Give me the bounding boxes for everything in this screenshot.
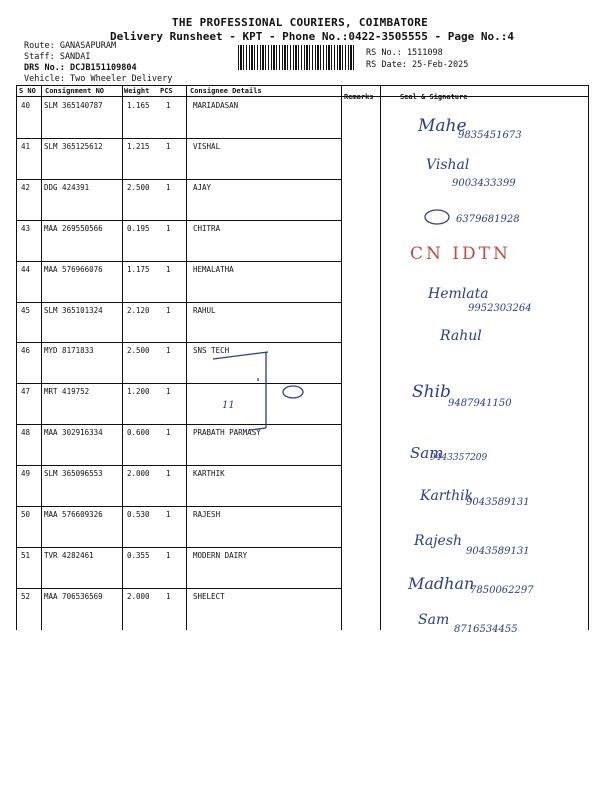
hw-signature: Sam	[418, 612, 450, 628]
cell-weight: 0.195	[127, 223, 150, 233]
col-header-pcs: PCS	[160, 87, 173, 95]
hw-remark: CN IDTN	[410, 244, 511, 264]
cell-weight: 2.000	[127, 591, 150, 601]
cell-pcs: 1	[166, 346, 171, 356]
hw-signature: Hemlata	[428, 286, 489, 302]
cell-pcs: 1	[166, 305, 171, 315]
cell-consignee: MODERN DAIRY	[193, 550, 248, 560]
hw-signature: Mahe	[418, 116, 467, 136]
cell-consignment: SLM 365096553	[44, 469, 103, 479]
hw-phone: 9043589131	[466, 497, 530, 508]
cell-weight: 1.215	[127, 141, 150, 151]
cell-consignment: MAA 269550566	[44, 223, 103, 233]
vehicle: Vehicle: Two Wheeler Delivery	[24, 74, 173, 84]
cell-pcs: 1	[166, 264, 171, 274]
cell-consignee: VISHAL	[193, 141, 221, 151]
cell-sno: 50	[21, 510, 31, 519]
cell-sno: 40	[21, 101, 31, 110]
cell-weight: 1.200	[127, 387, 150, 397]
hw-phone: 8716534455	[454, 624, 518, 635]
hw-signature: Rajesh	[414, 533, 463, 549]
cell-consignee: SNS TECH	[193, 346, 230, 356]
cell-weight: 0.530	[127, 510, 150, 519]
cell-pcs: 1	[166, 101, 171, 110]
col-header-remarks: Remarks	[344, 93, 374, 101]
route: Route: GANASAPURAM	[24, 41, 117, 51]
hw-phone: 9835451673	[458, 130, 522, 141]
cell-pcs: 1	[166, 469, 171, 479]
rs-date: RS Date: 25-Feb-2025	[366, 60, 469, 70]
cell-sno: 42	[21, 182, 31, 192]
cell-sno: 43	[21, 223, 31, 233]
cell-consignee: RAJESH	[193, 510, 221, 519]
col-header-sno: S NO	[19, 87, 36, 95]
cell-pcs: 1	[166, 387, 171, 397]
col-header-consignee: Consignee Details	[190, 87, 262, 95]
drs-no: DRS No.: DCJB151109804	[24, 63, 137, 73]
cell-sno: 47	[21, 387, 31, 397]
cell-sno: 45	[21, 305, 31, 315]
cell-pcs: 1	[166, 223, 171, 233]
hw-signature: Vishal	[426, 157, 470, 173]
cell-consignment: MAA 576609326	[44, 510, 103, 519]
hw-signature: Shib	[412, 382, 451, 402]
cell-consignment: SLM 365125612	[44, 141, 103, 151]
cell-sno: 44	[21, 264, 31, 274]
hw-phone: 9043589131	[466, 546, 530, 557]
cell-pcs: 1	[166, 182, 171, 192]
cell-consignee: AJAY	[193, 182, 212, 192]
cell-pcs: 1	[166, 550, 171, 560]
cell-consignee: PRABATH PARMASY	[193, 428, 261, 438]
runsheet-title: Delivery Runsheet - KPT - Phone No.:0422-3505555 - Page No.:4	[110, 30, 514, 43]
cell-consignment: DDG 424391	[44, 182, 90, 192]
hw-signature: Madhan	[408, 574, 475, 593]
cell-pcs: 1	[166, 591, 171, 601]
hw-phone: 9487941150	[448, 398, 512, 409]
hw-mark: 11	[222, 400, 235, 411]
cell-sno: 48	[21, 428, 31, 438]
cell-weight: 1.175	[127, 264, 150, 274]
cell-pcs: 1	[166, 510, 171, 519]
hw-phone: 9003433399	[452, 178, 516, 189]
cell-sno: 51	[21, 550, 31, 560]
col-header-consignment: Consignment NO	[45, 87, 105, 95]
cell-pcs: 1	[166, 141, 171, 151]
cell-consignment: TVR 4282461	[44, 550, 94, 560]
cell-consignee: KARTHIK	[193, 469, 225, 479]
col-header-seal: Seal & Signature	[400, 93, 468, 101]
staff: Staff: SANDAI	[24, 52, 91, 62]
cell-consignment: MRT 419752	[44, 387, 90, 397]
cell-sno: 49	[21, 469, 31, 479]
company-title: THE PROFESSIONAL COURIERS, COIMBATORE	[171, 16, 429, 29]
cell-consignee: RAHUL	[193, 305, 216, 315]
cell-consignee: MARIADASAN	[193, 101, 239, 110]
hw-phone: 9443357209	[430, 453, 488, 463]
cell-consignment: MAA 302916334	[44, 428, 103, 438]
cell-consignment: MAA 576966076	[44, 264, 103, 274]
cell-consignment: MAA 706536569	[44, 591, 103, 601]
cell-consignment: SLM 365140787	[44, 101, 103, 110]
cell-consignee: CHITRA	[193, 223, 221, 233]
cell-consignment: SLM 365101324	[44, 305, 103, 315]
hw-signature: Karthik	[420, 488, 474, 504]
cell-sno: 41	[21, 141, 31, 151]
cell-weight: 0.600	[127, 428, 150, 438]
cell-weight: 1.165	[127, 101, 150, 110]
hw-phone: 7850062297	[470, 585, 534, 596]
hw-signature: Sam	[410, 444, 444, 462]
cell-weight: 0.355	[127, 550, 150, 560]
cell-weight: 2.500	[127, 346, 150, 356]
cell-pcs: 1	[166, 428, 171, 438]
col-header-weight: Weight	[124, 87, 150, 95]
cell-weight: 2.120	[127, 305, 150, 315]
hw-phone: 9952303264	[468, 303, 532, 314]
cell-sno: 46	[21, 346, 31, 356]
cell-weight: 2.500	[127, 182, 150, 192]
cell-consignee: HEMALATHA	[193, 264, 234, 274]
cell-sno: 52	[21, 591, 31, 601]
hw-phone: 6379681928	[456, 214, 520, 225]
cell-consignee: SHELECT	[193, 591, 225, 601]
hw-signature: Rahul	[440, 328, 482, 344]
cell-weight: 2.000	[127, 469, 150, 479]
cell-consignment: MYD 8171833	[44, 346, 94, 356]
rs-no: RS No.: 1511098	[366, 48, 443, 58]
